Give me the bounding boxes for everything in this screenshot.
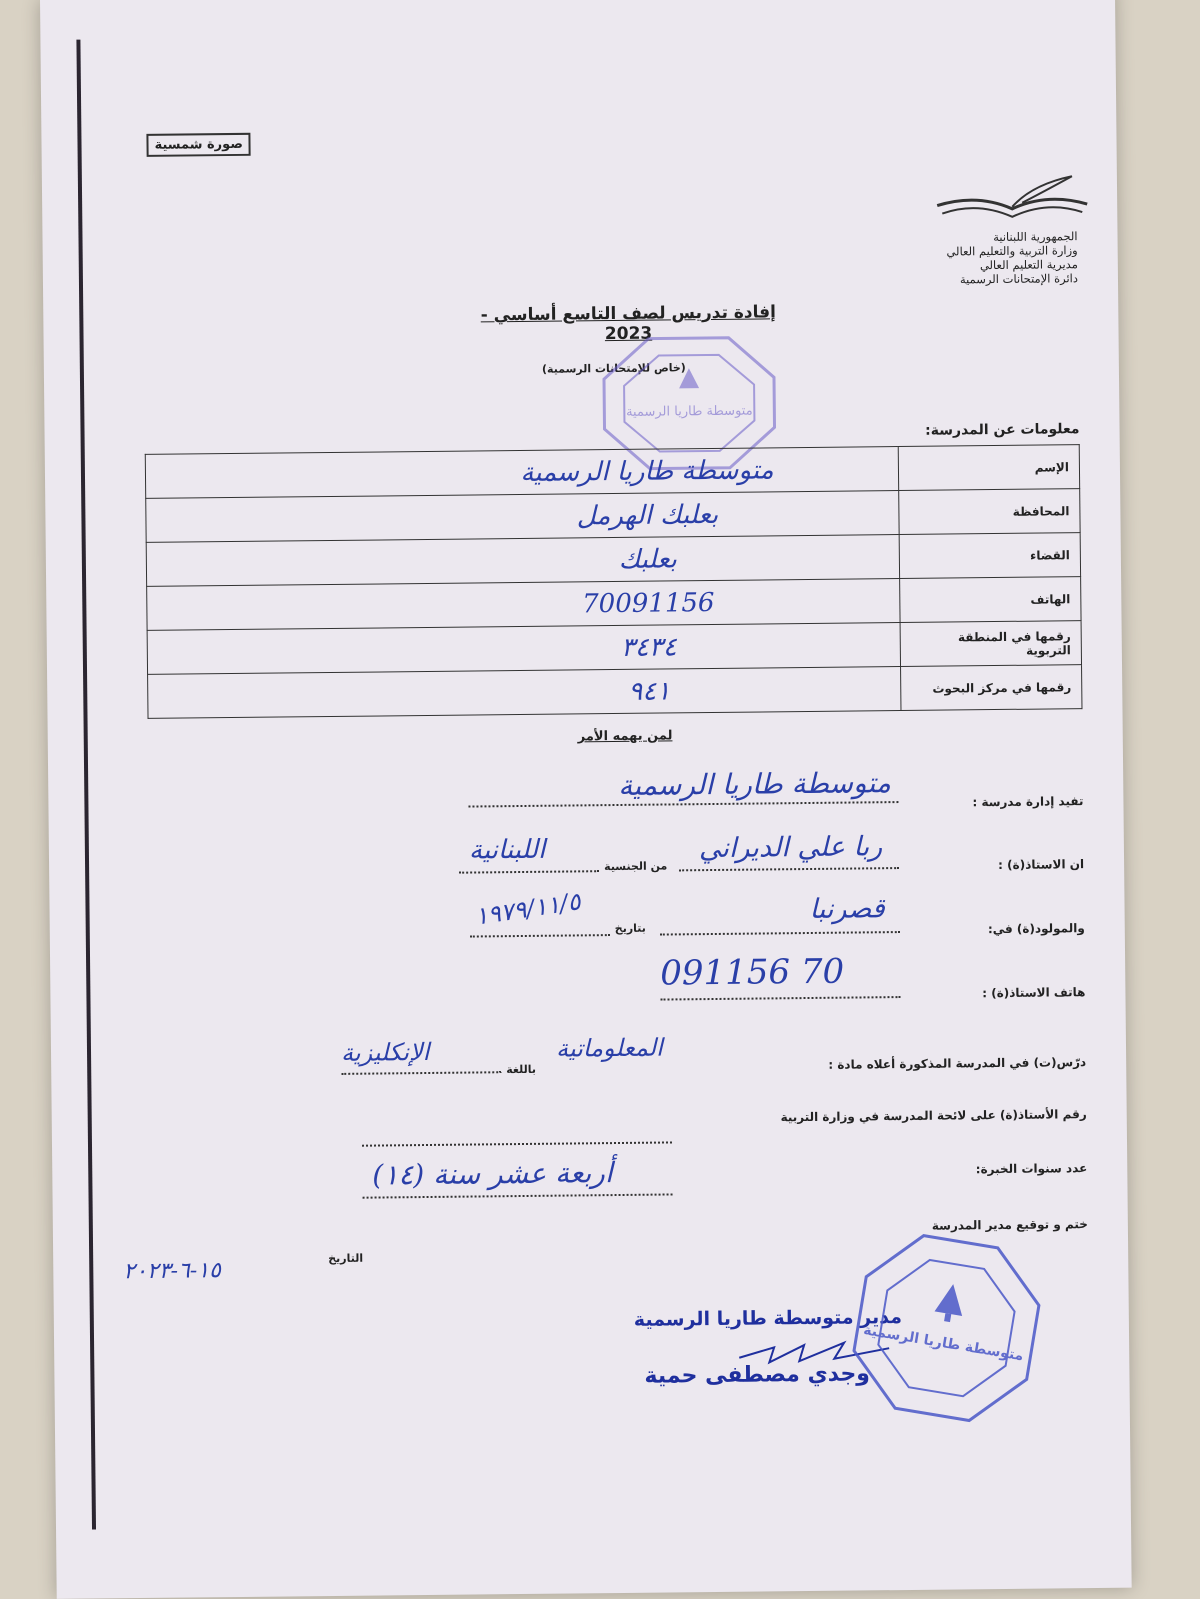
seal-top-text: متوسطة طاريا الرسمية [625,403,753,420]
date-label: بتاريخ [614,921,646,936]
to-whom-heading: لمن يهمه الأمر [577,728,673,745]
language-label: باللغة [506,1062,537,1077]
dotted-line [459,870,599,873]
dotted-line [363,1193,673,1198]
row-value: متوسطة طاريا الرسمية [145,447,898,499]
school-info-table [145,444,1083,719]
register-number-label: رقم الأستاذ(ة) على لائحة المدرسة في وزارة التربية [780,1107,1087,1125]
ministry-line-1: الجمهورية اللبنانية [993,229,1078,245]
born-value: قصرنبا [809,893,885,925]
dotted-line [679,867,899,871]
document-subtitle: (خاص للإمتحانات الرسمية) [541,361,686,376]
teacher-phone-value: 70 091156 [660,951,845,994]
date-value: ١٩٧٩/١١/٥ [473,887,583,931]
row-value: بعلبك [146,535,899,587]
photo-label: صورة شمسية [146,133,251,157]
seal-bottom-text: متوسطة طاريا الرسمية [862,1322,1025,1365]
left-margin-line [76,40,96,1530]
seal-signature-label: ختم و توقيع مدير المدرسة [931,1217,1088,1233]
row-label: الإسم [898,445,1079,491]
ministry-line-3: مديرية التعليم العالي [979,257,1078,273]
row-value: بعلبك الهرمل [146,491,899,543]
book-emblem-icon [932,174,1093,226]
ministry-header [857,229,1078,287]
principal-name: وجدي مصطفى حمية [644,1361,871,1389]
row-value: ٣٤٣٤ [147,623,900,675]
school-seal-bottom [840,1222,1053,1435]
dotted-line [660,996,900,1001]
document-title: إفادة تدريس لصف التاسع أساسي - 2023 [480,302,777,345]
row-label: الهاتف [900,577,1081,623]
born-label: والمولود(ة) في: [987,921,1085,937]
footer-date-value: ١٥-٦-٢٠٢٣ [123,1258,222,1285]
register-number-line [362,1141,672,1146]
school-admin-label: تفيد إدارة مدرسة : [972,794,1084,810]
dotted-line [660,931,900,936]
table-row [148,665,1082,719]
teacher-label: ان الاستاذ(ة) : [998,857,1085,873]
row-label: المحافظة [899,489,1080,535]
row-value: 70091156 [147,579,900,631]
dotted-line [341,1071,501,1075]
nationality-label: من الجنسية [604,859,668,874]
ministry-line-2: وزارة التربية والتعليم العالي [946,243,1078,259]
school-info-heading: معلومات عن المدرسة: [925,421,1080,439]
nationality-value: اللبنانية [468,834,546,866]
experience-value: أربعة عشر سنة (١٤) [372,1156,613,1192]
experience-label: عدد سنوات الخبرة: [975,1161,1088,1177]
dotted-line [468,801,898,808]
footer-date-label: التاريخ [328,1251,364,1266]
ministry-line-4: دائرة الإمتحانات الرسمية [959,271,1079,287]
row-label: رقمها في المنطقة التربوية [900,621,1081,667]
row-label: القضاء [899,533,1080,579]
row-value: ٩٤١ [148,667,901,719]
taught-subject-label: درّس(ت) في المدرسة المذكورة أعلاه مادة : [828,1055,1087,1072]
language-value: الإنكليزية [340,1037,430,1067]
school-admin-value: متوسطة طاريا الرسمية [618,766,892,802]
certificate-paper [40,0,1132,1599]
principal-title: مدير متوسطة طاريا الرسمية [633,1306,903,1331]
teacher-phone-label: هاتف الاستاذ(ة) : [982,985,1086,1001]
row-label: رقمها في مركز البحوث [901,665,1082,711]
subject-value: المعلوماتية [555,1033,663,1063]
dotted-line [470,934,610,937]
teacher-value: ربا علي الديراني [698,831,883,865]
